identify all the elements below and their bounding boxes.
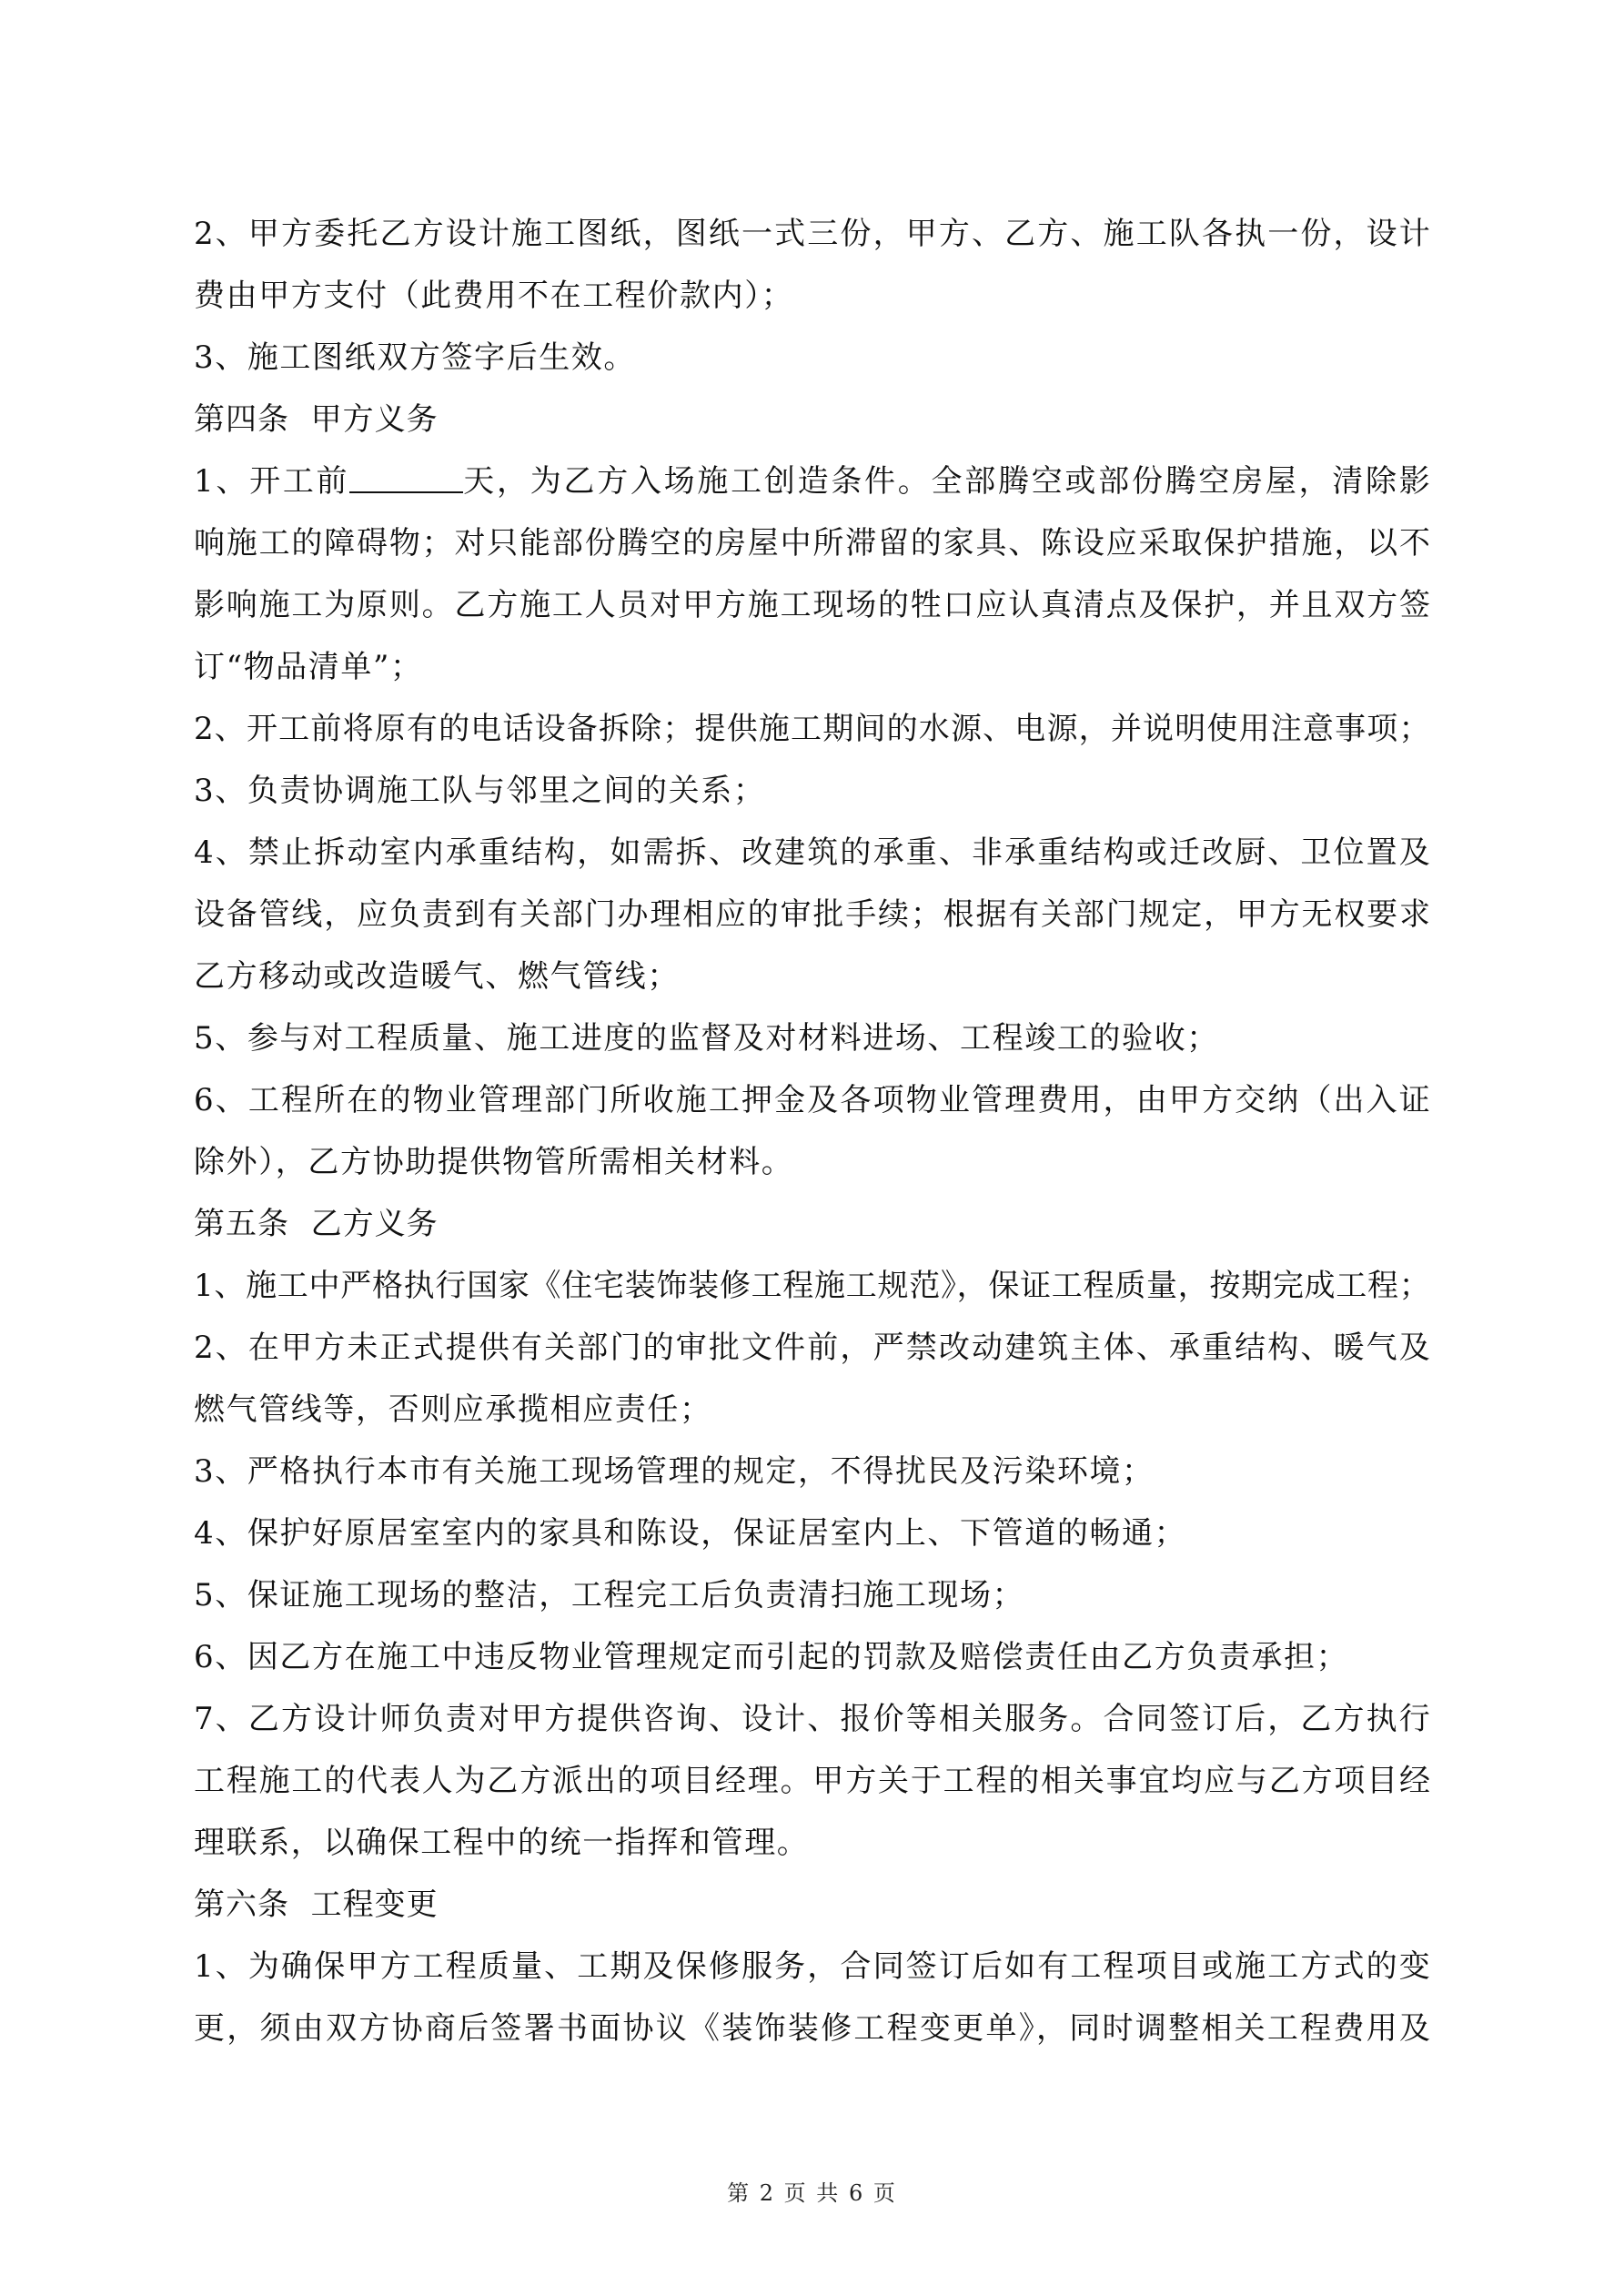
text-line: 6、工程所在的物业管理部门所收施工押金及各项物业管理费用，由甲方交纳（出入证 (194, 1082, 1432, 1118)
text-line: 4、禁止拆动室内承重结构，如需拆、改建筑的承重、非承重结构或迁改厨、卫位置及 (194, 834, 1432, 871)
text-line: 4、保护好原居室室内的家具和陈设，保证居室内上、下管道的畅通； (194, 1515, 1187, 1552)
text-line: 订“物品清单”； (194, 649, 423, 685)
text-line: 1、施工中严格执行国家《住宅装饰装修工程施工规范》，保证工程质量，按期完成工程； (194, 1268, 1431, 1304)
section-heading-6: 第六条 工程变更 (194, 1886, 439, 1923)
text-line: 7、乙方设计师负责对甲方提供咨询、设计、报价等相关服务。合同签订后，乙方执行 (194, 1701, 1432, 1737)
text-line: 5、保证施工现场的整洁，工程完工后负责清扫施工现场； (194, 1577, 1025, 1613)
text-line: 3、严格执行本市有关施工现场管理的规定，不得扰民及污染环境； (194, 1453, 1155, 1490)
text-line: 工程施工的代表人为乙方派出的项目经理。甲方关于工程的相关事宜均应与乙方项目经 (194, 1763, 1432, 1799)
fill-in-blank[interactable] (349, 464, 463, 493)
page-number-footer: 第 2 页 共 6 页 (727, 2180, 897, 2206)
section-heading-4: 第四条 甲方义务 (194, 401, 439, 438)
text-line-with-blank (194, 463, 1432, 500)
text-line: 2、甲方委托乙方设计施工图纸，图纸一式三份，甲方、乙方、施工队各执一份，设计 (194, 216, 1432, 252)
text-line: 3、施工图纸双方签字后生效。 (194, 339, 637, 376)
text-line: 除外），乙方协助提供物管所需相关材料。 (194, 1144, 794, 1180)
text-line: 费由甲方支付（此费用不在工程价款内）； (194, 278, 794, 314)
text-line: 6、因乙方在施工中违反物业管理规定而引起的罚款及赔偿责任由乙方负责承担； (194, 1639, 1349, 1675)
text-line: 响施工的障碍物；对只能部份腾空的房屋中所滞留的家具、陈设应采取保护措施，以不 (194, 525, 1432, 561)
text-line: 燃气管线等，否则应承揽相应责任； (194, 1391, 712, 1428)
text-line: 1、为确保甲方工程质量、工期及保修服务，合同签订后如有工程项目或施工方式的变 (194, 1948, 1432, 1985)
text-line: 2、开工前将原有的电话设备拆除；提供施工期间的水源、电源，并说明使用注意事项； (194, 711, 1431, 747)
text-line: 乙方移动或改造暖气、燃气管线； (194, 958, 680, 995)
text-segment: 1、开工前 (194, 463, 350, 500)
text-line: 3、负责协调施工队与邻里之间的关系； (194, 773, 766, 809)
text-line: 更，须由双方协商后签署书面协议《装饰装修工程变更单》，同时调整相关工程费用及 (194, 2010, 1433, 2047)
text-line: 2、在甲方未正式提供有关部门的审批文件前，严禁改动建筑主体、承重结构、暖气及 (194, 1330, 1432, 1366)
text-line: 理联系，以确保工程中的统一指挥和管理。 (194, 1825, 810, 1861)
text-line: 5、参与对工程质量、施工进度的监督及对材料进场、工程竣工的验收； (194, 1020, 1219, 1057)
text-line: 设备管线，应负责到有关部门办理相应的审批手续；根据有关部门规定，甲方无权要求 (194, 896, 1432, 933)
section-heading-5: 第五条 乙方义务 (194, 1206, 439, 1242)
text-line: 影响施工为原则。乙方施工人员对甲方施工现场的牲口应认真清点及保护，并且双方签 (194, 587, 1432, 623)
text-segment: 天，为乙方入场施工创造条件。全部腾空或部份腾空房屋，清除影 (463, 463, 1433, 500)
